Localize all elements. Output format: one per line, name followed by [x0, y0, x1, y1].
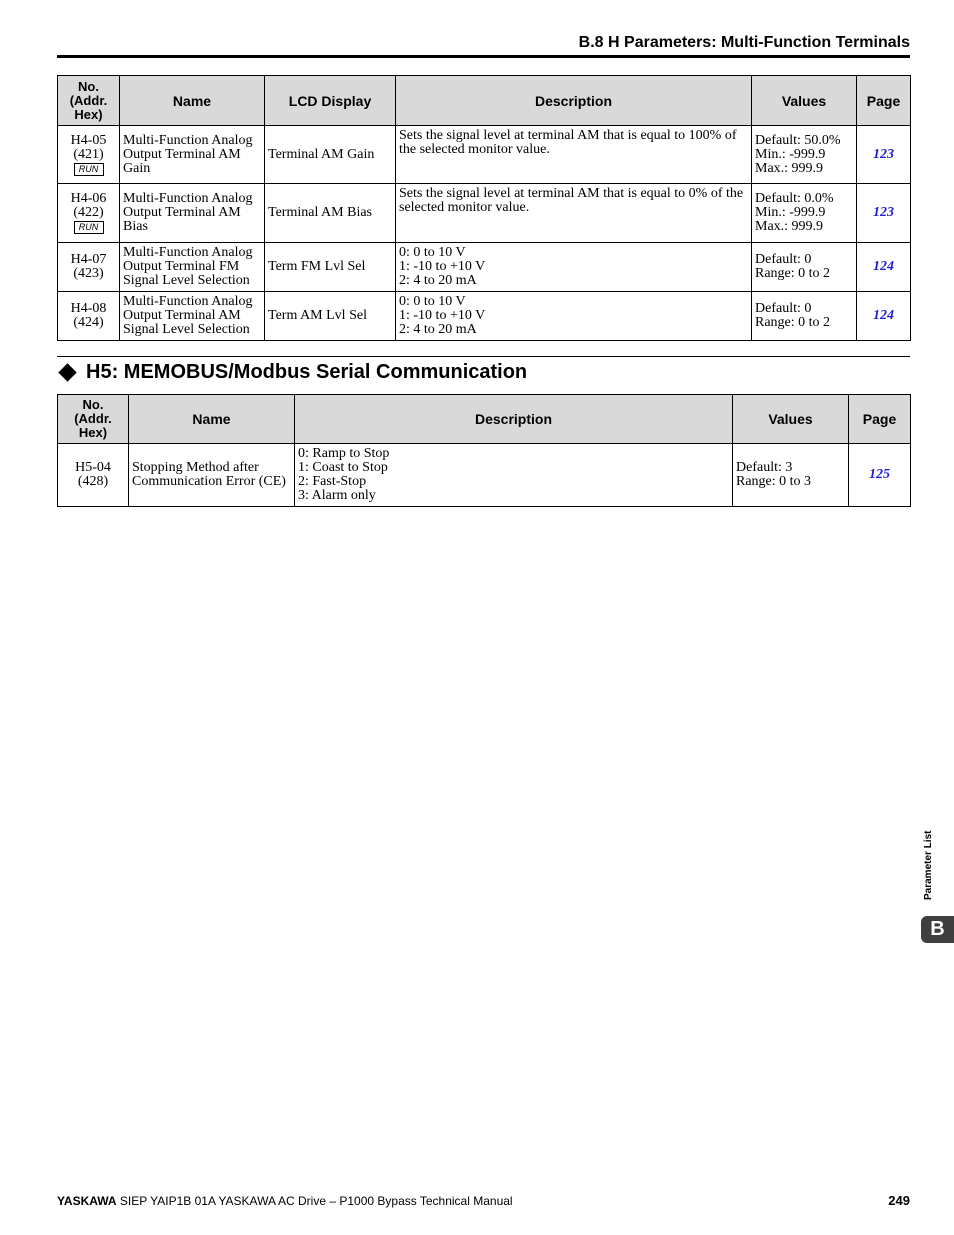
h4-parameter-table — [57, 75, 911, 341]
param-description: 0: 0 to 10 V 1: -10 to +10 V 2: 4 to 20 mA — [396, 243, 752, 292]
footer-brand: YASKAWA — [57, 1194, 117, 1208]
param-address: (421) — [73, 146, 104, 162]
param-lcd-display: Term FM Lvl Sel — [265, 243, 396, 292]
side-tab-letter[interactable]: B — [921, 916, 954, 943]
page-link[interactable]: 124 — [857, 292, 911, 341]
param-description: 0: Ramp to Stop 1: Coast to Stop 2: Fast-Stop 3: Alarm only — [295, 444, 733, 507]
table-row — [58, 292, 911, 341]
param-values: Default: 50.0% Min.: -999.9 Max.: 999.9 — [752, 126, 857, 184]
param-values: Default: 0 Range: 0 to 2 — [752, 243, 857, 292]
col-header-name: Name — [129, 395, 295, 444]
section-header: B.8 H Parameters: Multi-Function Terminals — [578, 34, 910, 51]
col-header-description: Description — [396, 76, 752, 126]
param-lcd-display: Term AM Lvl Sel — [265, 292, 396, 341]
param-address: (428) — [77, 474, 109, 489]
param-name: Multi-Function Analog Output Terminal AM Bias — [120, 184, 265, 243]
param-values: Default: 3 Range: 0 to 3 — [733, 444, 849, 507]
section-heading — [57, 360, 527, 384]
param-description: Sets the signal level at terminal AM that is equal to 0% of the selected monitor value. — [396, 184, 752, 243]
header-rule — [57, 55, 910, 58]
table-row — [58, 243, 911, 292]
param-address: (424) — [73, 315, 104, 330]
param-address: (422) — [73, 205, 104, 220]
param-description: Sets the signal level at terminal AM that is equal to 100% of the selected monitor value. — [396, 126, 752, 184]
table-row — [58, 126, 911, 184]
param-description: 0: 0 to 10 V 1: -10 to +10 V 2: 4 to 20 mA — [396, 292, 752, 341]
param-address: (423) — [73, 266, 104, 281]
side-tab-label: Parameter List — [923, 830, 934, 900]
param-no-cell — [58, 184, 120, 243]
param-number: H4-06 — [70, 191, 107, 206]
param-name: Multi-Function Analog Output Terminal FM Signal Level Selection — [120, 243, 265, 292]
param-name: Stopping Method after Communication Error (CE) — [129, 444, 295, 507]
run-badge: RUN — [74, 163, 104, 176]
param-lcd-display: Terminal AM Gain — [265, 126, 396, 184]
param-no-cell — [58, 292, 120, 341]
col-header-values: Values — [752, 76, 857, 126]
section-rule — [57, 356, 910, 357]
run-badge: RUN — [74, 221, 104, 234]
param-no-cell — [58, 444, 129, 507]
page-link[interactable]: 124 — [857, 243, 911, 292]
param-number: H4-05 — [70, 132, 107, 148]
col-header-description: Description — [295, 395, 733, 444]
param-no-cell — [58, 126, 120, 184]
table-row — [58, 444, 911, 507]
col-header-lcd: LCD Display — [265, 76, 396, 126]
table-header-row — [58, 76, 911, 126]
col-header-page: Page — [849, 395, 911, 444]
param-values: Default: 0 Range: 0 to 2 — [752, 292, 857, 341]
page-link[interactable]: 123 — [857, 184, 911, 243]
param-no-cell — [58, 243, 120, 292]
table-row — [58, 184, 911, 243]
param-name: Multi-Function Analog Output Terminal AM Gain — [120, 126, 265, 184]
param-lcd-display: Terminal AM Bias — [265, 184, 396, 243]
param-number: H4-07 — [70, 252, 107, 267]
col-header-name: Name — [120, 76, 265, 126]
page-link[interactable]: 123 — [857, 126, 911, 184]
col-header-no: No. (Addr. Hex) — [58, 76, 120, 126]
col-header-page: Page — [857, 76, 911, 126]
param-values: Default: 0.0% Min.: -999.9 Max.: 999.9 — [752, 184, 857, 243]
param-number: H5-04 — [75, 460, 111, 475]
section-heading-text: H5: MEMOBUS/Modbus Serial Communication — [86, 361, 528, 383]
col-header-values: Values — [733, 395, 849, 444]
param-number: H4-08 — [70, 301, 107, 316]
page-link[interactable]: 125 — [849, 444, 911, 507]
footer — [57, 1193, 513, 1209]
h5-parameter-table — [57, 394, 911, 507]
footer-text: SIEP YAIP1B 01A YASKAWA AC Drive – P1000 Bypass Technical Manual — [116, 1194, 513, 1208]
param-name: Multi-Function Analog Output Terminal AM Signal Level Selection — [120, 292, 265, 341]
table-header-row — [58, 395, 911, 444]
diamond-bullet-icon — [58, 363, 76, 381]
col-header-no: No. (Addr. Hex) — [58, 395, 129, 444]
page-number: 249 — [888, 1193, 910, 1208]
